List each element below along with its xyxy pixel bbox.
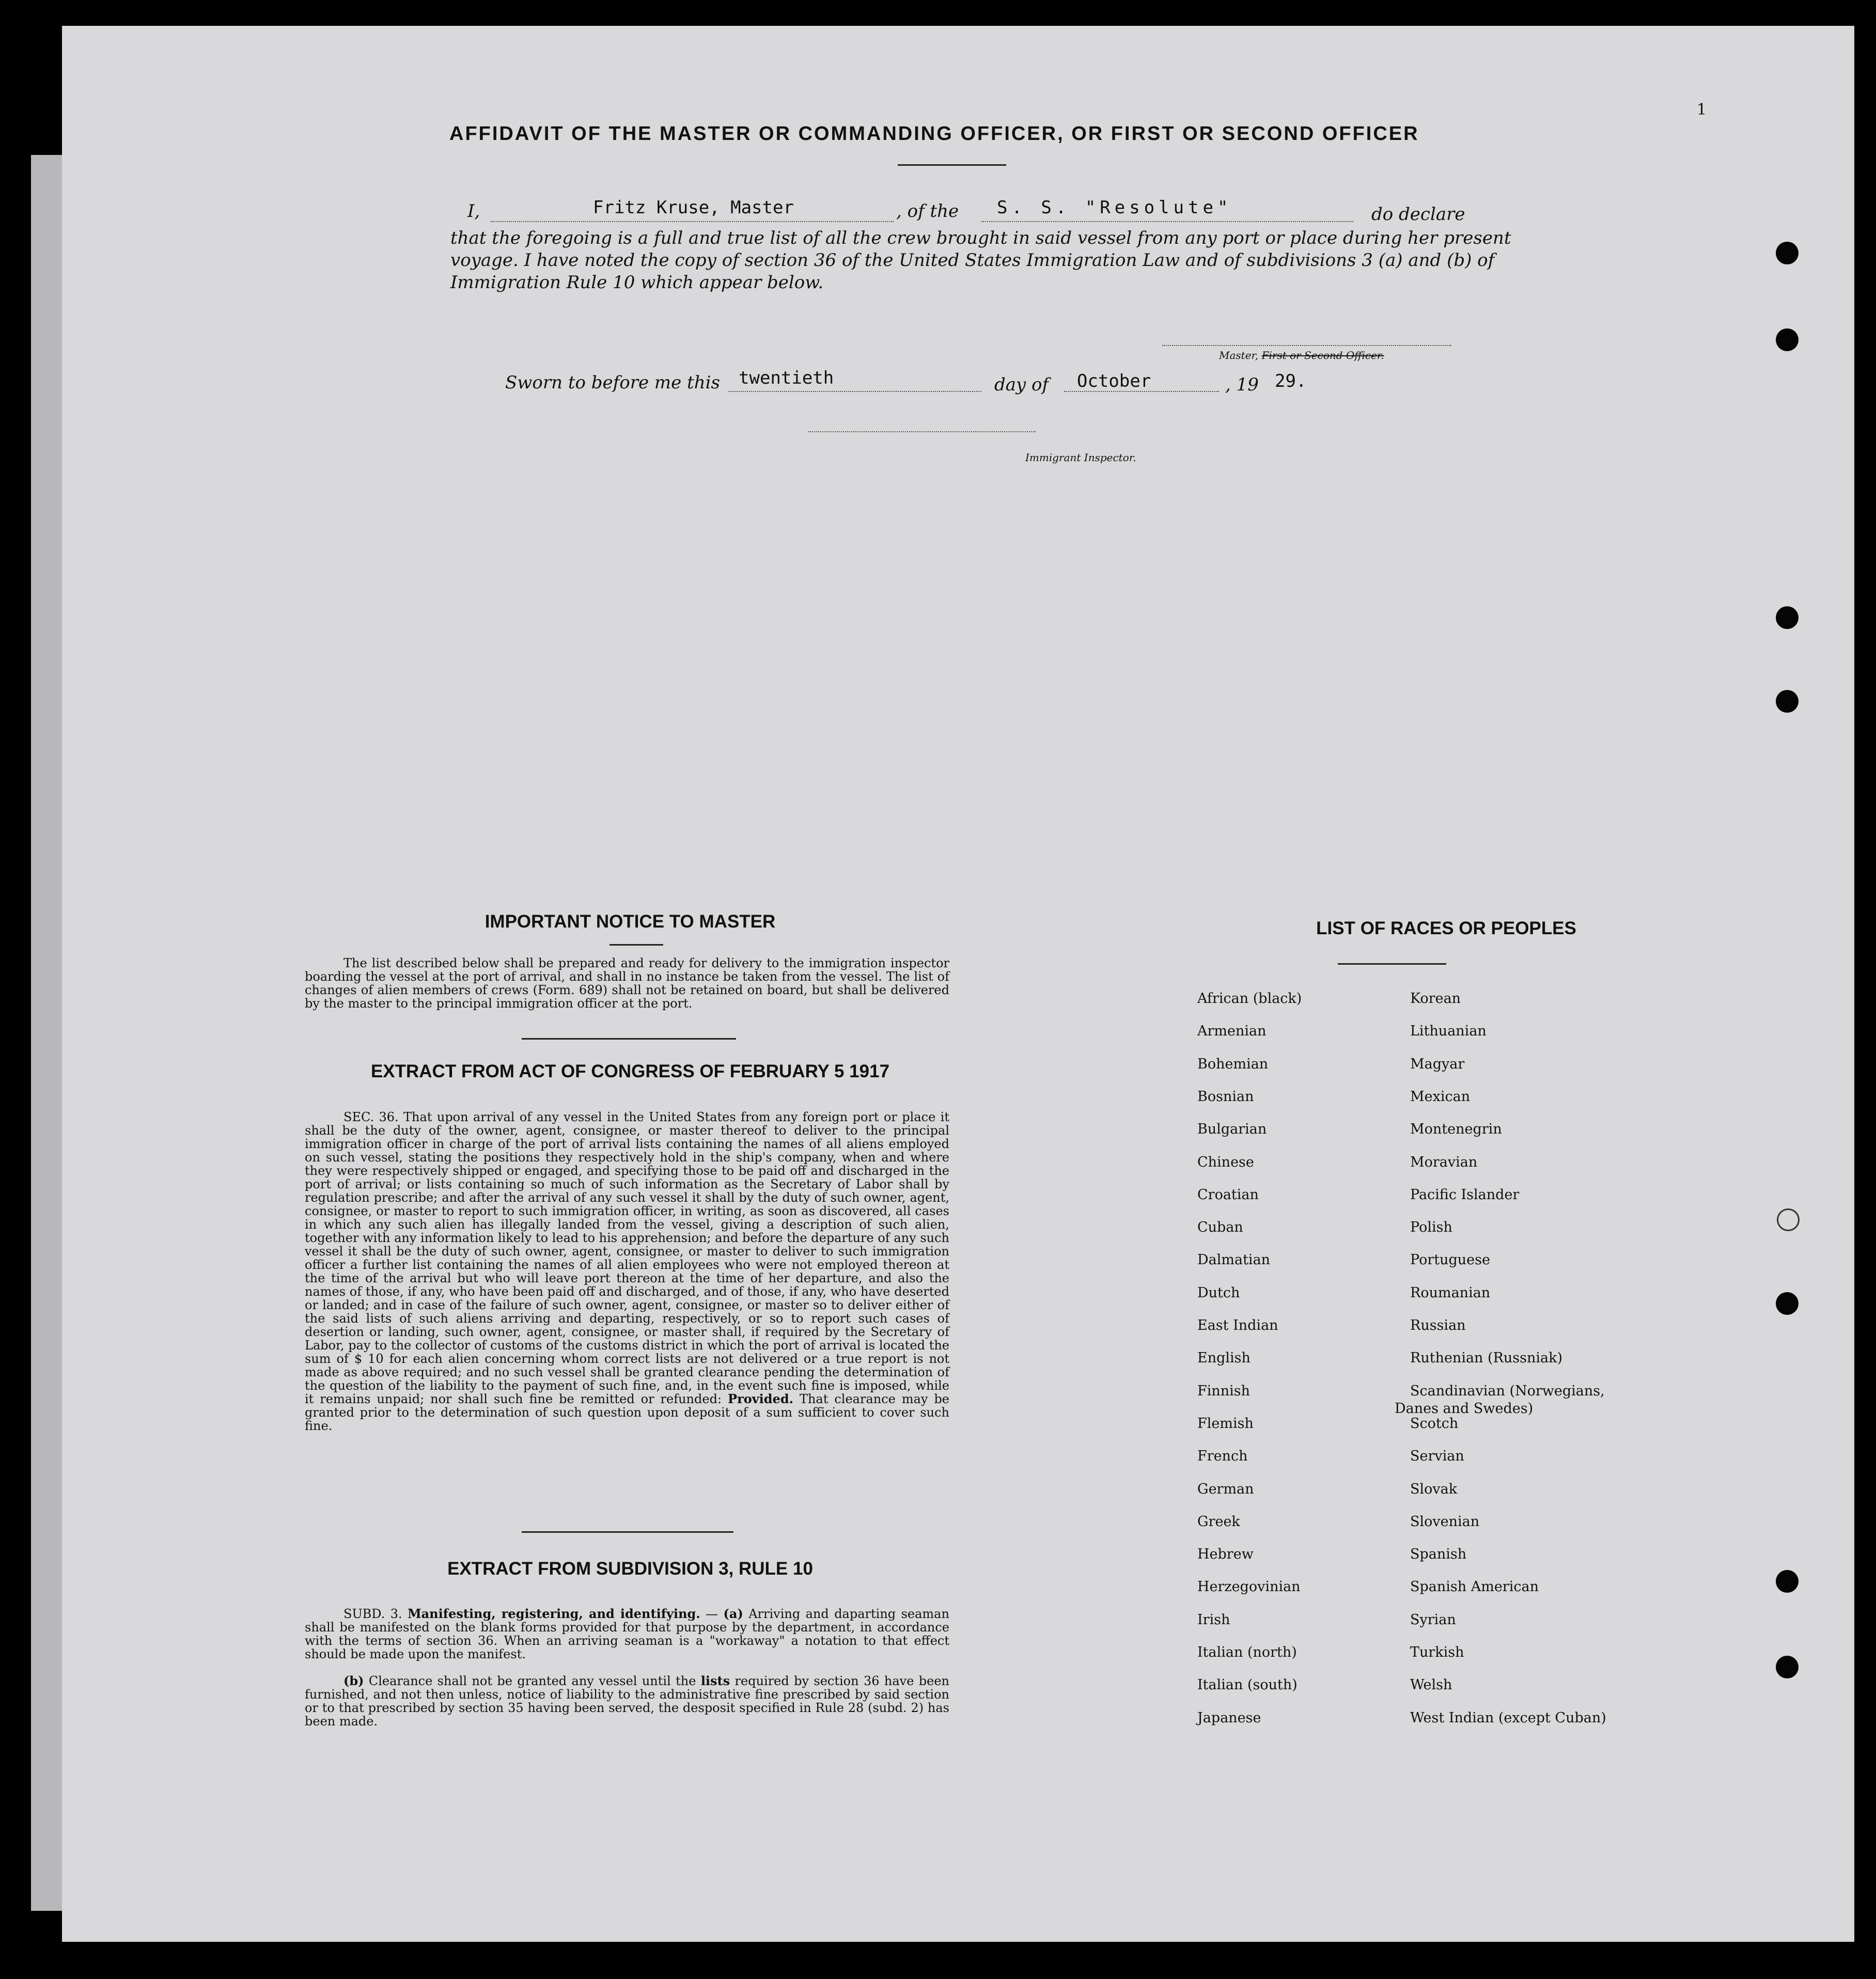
subd-a-text: Arriving and daparting seaman shall be manifested on the blank forms provided for that purpose by the department, in accordance with the terms of section 36. When an arriving seaman is a "workaway" a notation to that effect should be made upon the manifest. xyxy=(305,1607,949,1661)
race-item: Slovenian xyxy=(1410,1513,1480,1530)
affidavit-pre-name: I, xyxy=(467,201,480,222)
year-prefix: , 19 xyxy=(1225,374,1259,395)
race-item: Pacific Islander xyxy=(1410,1186,1520,1203)
vessel-line xyxy=(981,221,1353,222)
divider xyxy=(1338,963,1446,965)
race-item: Chinese xyxy=(1197,1154,1254,1170)
affidavit-do-declare: do declare xyxy=(1371,204,1465,225)
race-item: Greek xyxy=(1197,1513,1240,1530)
race-item: Armenian xyxy=(1197,1023,1267,1040)
subd-b-text-1: Clearance shall not be granted any vessel until the xyxy=(368,1674,696,1688)
binder-hole xyxy=(1776,1570,1799,1593)
race-item: Servian xyxy=(1410,1448,1464,1465)
race-item: East Indian xyxy=(1197,1317,1278,1333)
race-item: Spanish xyxy=(1410,1546,1467,1563)
binder-hole xyxy=(1776,1292,1799,1315)
act-text xyxy=(305,1110,949,1433)
subdivision-title: EXTRACT FROM SUBDIVISION 3, RULE 10 xyxy=(447,1559,813,1579)
affidavit-name: Fritz Kruse, Master xyxy=(593,197,794,218)
affidavit-line-3: voyage. I have noted the copy of section 36 of the United States Immigration Law and of subdivisions 3 (a) and (b) of xyxy=(450,250,1495,271)
divider xyxy=(898,164,1006,166)
race-item: Bohemian xyxy=(1197,1056,1269,1072)
race-item: Ruthenian (Russniak) xyxy=(1410,1350,1563,1367)
subd-prefix: SUBD. 3. xyxy=(343,1607,402,1621)
corner-mark: 1 xyxy=(1697,101,1707,119)
affidavit-vessel: S. S. "Resolute" xyxy=(997,197,1232,218)
race-item: German xyxy=(1197,1481,1254,1497)
divider xyxy=(609,944,663,946)
sworn-day: twentieth xyxy=(739,368,834,388)
binder-hole xyxy=(1777,1208,1800,1231)
races-title: LIST OF RACES OR PEOPLES xyxy=(1316,918,1576,938)
race-item: Portuguese xyxy=(1410,1252,1490,1268)
sworn-day-of: day of xyxy=(994,374,1049,395)
race-item: Flemish xyxy=(1197,1415,1254,1432)
subd-b-lists: lists xyxy=(700,1673,730,1688)
inspector-label: Immigrant Inspector. xyxy=(1025,451,1136,464)
day-line xyxy=(728,391,981,392)
race-item: Cuban xyxy=(1197,1219,1243,1236)
race-item: Spanish American xyxy=(1410,1579,1539,1595)
subd-b-text-2: required by section 36 have been furnished, and not then unless, notice of liability to the administrative fine prescribed by said section or to that prescribed by section 35 having been served, the desposit specified in Rule 28 (subd. 2) has been made. xyxy=(305,1674,949,1729)
affidavit-line-2: that the foregoing is a full and true list of all the crew brought in said vessel from any port or place during her present xyxy=(450,228,1511,248)
race-item: Finnish xyxy=(1197,1383,1250,1399)
race-item: Irish xyxy=(1197,1611,1230,1628)
race-item: Japanese xyxy=(1197,1709,1261,1726)
sworn-prefix: Sworn to before me this xyxy=(505,372,720,393)
race-item: Dalmatian xyxy=(1197,1252,1271,1268)
race-item: Polish xyxy=(1410,1219,1452,1236)
race-item: Montenegrin xyxy=(1410,1121,1502,1138)
race-item: Syrian xyxy=(1410,1611,1456,1628)
affidavit-title: AFFIDAVIT OF THE MASTER OR COMMANDING OFFICER, OR FIRST OR SECOND OFFICER xyxy=(449,123,1419,145)
name-line xyxy=(491,221,894,222)
notice-text: The list described below shall be prepared and ready for delivery to the immigration inspector boarding the vessel at the port of arrival, and shall in no instance be taken from the vessel. The list of changes of alien members of crews (Form. 689) shall not be retained on board, but shall be delivered by the master to the principal immigration officer at the port. xyxy=(305,956,949,1011)
act-title: EXTRACT FROM ACT OF CONGRESS OF FEBRUARY 5 1917 xyxy=(370,1061,890,1081)
signature-line xyxy=(1162,345,1451,346)
race-item: Scandinavian (Norwegians, xyxy=(1410,1383,1605,1399)
act-provided: Provided. xyxy=(728,1391,793,1406)
binder-hole xyxy=(1776,242,1799,264)
race-item: Hebrew xyxy=(1197,1546,1254,1563)
race-item: Welsh xyxy=(1410,1677,1452,1693)
divider xyxy=(522,1531,733,1533)
sworn-month: October xyxy=(1077,371,1151,391)
race-item: Russian xyxy=(1410,1317,1466,1333)
notice-title: IMPORTANT NOTICE TO MASTER xyxy=(484,912,776,932)
race-item: Croatian xyxy=(1197,1186,1259,1203)
race-item: Bulgarian xyxy=(1197,1121,1267,1138)
affidavit-line-4: Immigration Rule 10 which appear below. xyxy=(450,272,824,293)
struck-officer-text: First or Second Officer. xyxy=(1261,349,1384,362)
race-item: English xyxy=(1197,1350,1250,1367)
month-line xyxy=(1064,391,1219,392)
subd-heading: Manifesting, registering, and identifying. xyxy=(408,1606,700,1621)
subd-a-label: (a) xyxy=(723,1606,743,1621)
act-body-end: That clearance may be granted prior to the determination of such question upon deposit of a sum sufficient to cover such fine. xyxy=(305,1392,950,1433)
affidavit-of-the: , of the xyxy=(896,201,959,222)
master-label-text: Master, xyxy=(1219,349,1259,362)
binder-hole xyxy=(1776,606,1799,629)
race-item: Italian (north) xyxy=(1197,1644,1297,1660)
subd-dash: — xyxy=(706,1607,718,1621)
race-item: Korean xyxy=(1410,991,1461,1007)
race-item: African (black) xyxy=(1197,991,1302,1007)
master-label xyxy=(1219,349,1384,362)
race-item: Herzegovinian xyxy=(1197,1579,1301,1595)
race-item: Italian (south) xyxy=(1197,1677,1297,1693)
inspector-line xyxy=(808,431,1036,432)
race-item: Dutch xyxy=(1197,1284,1240,1301)
race-item: Turkish xyxy=(1410,1644,1464,1660)
binder-hole xyxy=(1776,690,1799,713)
race-item: Mexican xyxy=(1410,1088,1471,1105)
race-item: Scotch xyxy=(1410,1415,1459,1432)
act-body: SEC. 36. That upon arrival of any vessel in the United States from any foreign port or place it shall be the duty of the owner, agent, consignee, or master thereof to deliver to the principal immigration officer in charge of the port of arrival lists containing the names of all aliens employed on such vessel, stating the positions they respectively hold in the ship's company, when and where they were respectively shipped or engaged, and specifying those to be paid off and discharged in the port of arrival; or lists containing so much of such information as the Secretary of Labor shall by regulation prescribe; and after the arrival of any such vessel it shall by the duty of such owner, agent, consignee, or master to report to such immigration officer, in writing, as soon as discovered, all cases in which any such alien has illegally landed from the vessel, giving a description of such alien, together with any information likely to lead to his apprehension; and before the departure of any such vessel it shall be the duty of such owner, agent, consignee, or master to deliver to such immigration officer a further list containing the names of all alien employees who were not employed thereon at the time of the arrival but who will leave port thereon at the time of her departure, and also the names of those, if any, who have been paid off and discharged, and of those, if any, who have deserted or landed; and in case of the failure of such owner, agent, consignee, or master so to deliver either of the said lists of such aliens arriving and departing, respectively, or so to report such cases of desertion or landing, such owner, agent, consignee, or master shall, if required by the Secretary of Labor, pay to the collector of customs of the customs district in which the port of arrival is located the sum of $ 10 for each alien concerning whom correct lists are not delivered or a true report is not made as above required; and no such vessel shall be granted clearance pending the determination of the question of the liability to the payment of such fine, and, in the event such fine is imposed, while it remains unpaid; nor shall such fine be remitted or refunded: xyxy=(305,1110,949,1406)
binder-hole xyxy=(1776,1656,1799,1678)
sworn-year: 29. xyxy=(1275,371,1307,391)
race-item: Bosnian xyxy=(1197,1088,1254,1105)
divider xyxy=(522,1038,736,1040)
race-item: French xyxy=(1197,1448,1248,1465)
race-item: Danes and Swedes) xyxy=(1395,1401,1534,1417)
binder-hole xyxy=(1776,328,1799,351)
race-item: West Indian (except Cuban) xyxy=(1410,1709,1606,1726)
race-item: Roumanian xyxy=(1410,1284,1491,1301)
subd-b-label: (b) xyxy=(343,1673,364,1688)
race-item: Slovak xyxy=(1410,1481,1458,1497)
race-item: Lithuanian xyxy=(1410,1023,1487,1040)
subdivision-a xyxy=(305,1607,949,1661)
race-item: Magyar xyxy=(1410,1056,1465,1072)
race-item: Moravian xyxy=(1410,1154,1478,1170)
subdivision-b xyxy=(305,1674,949,1728)
